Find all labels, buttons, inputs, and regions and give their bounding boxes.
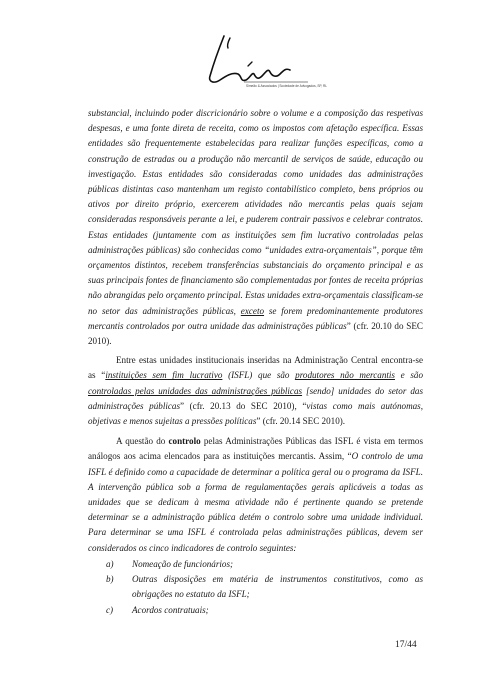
p2-text-d: [sendo] unidades do setor das administrações públicas xyxy=(88,385,423,411)
logo-subtitle: Simeão & Associados | Sociedade de Advogados, SP, RL xyxy=(246,84,328,88)
p3-text-b: pelas Administrações Públicas das ISFL é vista em termos análogos aos acima elencados para as instituições mercantis. Assim, “ xyxy=(88,436,423,462)
page-number: 17/44 xyxy=(395,640,417,650)
list-letter: b) xyxy=(106,574,114,585)
p1-underlined-exceto: exceto xyxy=(240,305,265,316)
p2-text-a: Entre estas unidades institucionais inseridas na Administração Central encontra-se as “ xyxy=(88,355,423,381)
p2-citation-a: ” (cfr. 20.13 do SEC 2010), “ xyxy=(180,400,307,411)
p1-citation: ” (cfr. 20.10 do SEC 2010). xyxy=(88,320,423,347)
list-letter: c) xyxy=(106,604,114,615)
paragraph-3 xyxy=(88,434,423,556)
p2-produtores-term: produtores não mercantis xyxy=(295,370,395,381)
list-item xyxy=(106,603,423,618)
p2-text-b: (ISFL) que são xyxy=(222,370,296,381)
document-body xyxy=(88,106,423,618)
p1-text-a: substancial, incluindo poder discricionário sobre o volume e a composição das respetivas despesas, e uma fonte direta de receita, como os impostos com afetação específica. Essas entidades são frequentemente estabelecidas para realizar funções específicas, como a construção de estradas ou a produção não mercantil de serviços de saúde, educação ou investigação. Estas entidades são consideradas como unidades das administrações públicas distintas caso mantenham um registo contabilístico completo, bens próprios ou ativos por direito próprio, exercerem atividades não mercantis pelas quais sejam consideradas responsáveis perante a lei, e puderem contrair passivos e celebrar contratos. Estas entidades (juntamente com as instituições sem fim lucrativo controladas pelas administrações públicas) são conhecidas como “unidades extra-orçamentais”, porque têm orçamentos distintos, recebem transferências substanciais do orçamento principal e as suas principais fontes de financiamento são complementadas por fontes de receita próprias não abrangidas pelo orçamento principal. Estas unidades extra-orçamentais classificam-se no setor das administrações públicas, xyxy=(88,108,423,316)
p2-controladas-term: controladas pelas unidades das administrações públicas xyxy=(88,385,303,396)
list-text: Nomeação de funcionários; xyxy=(132,558,234,569)
paragraph-2 xyxy=(88,353,423,429)
p2-text-e: vistas como mais autónomas, objetivas e menos sujeitas a pressões políticas xyxy=(88,400,423,427)
list-letter: a) xyxy=(106,558,114,569)
p2-isfl-term: instituições sem fim lucrativo xyxy=(105,370,223,381)
control-indicators-list xyxy=(106,557,423,618)
p2-citation-b: ” (cfr. 20.14 SEC 2010). xyxy=(256,416,346,427)
p3-text-a: A questão do xyxy=(116,436,169,447)
list-text: Outras disposições em matéria de instrumentos constitutivos, como as obrigações no estatuto da ISFL; xyxy=(132,574,423,600)
p1-text-b: se forem predominantemente produtores mercantis controlados por outra unidade das administrações públicas xyxy=(88,305,423,331)
list-text: Acordos contratuais; xyxy=(132,604,209,615)
paragraph-1 xyxy=(88,106,423,349)
p2-text-c: e são xyxy=(394,370,424,381)
p3-quote: O controlo de uma ISFL é definido como a capacidade de determinar a política geral ou o programa da ISFL. A intervenção pública sob a forma de regulamentações gerais aplicáveis a todas as unidades que se dedicam à mesma atividade não é pertinente quando se pretende determinar se a administração pública detém o controlo sobre uma unidade individual. Para determinar se uma ISFL é controlada pelas administrações públicas, devem ser considerados os cinco indicadores de controlo seguintes: xyxy=(88,451,423,553)
p3-bold-controlo: controlo xyxy=(168,436,201,447)
list-item xyxy=(106,557,423,572)
list-item xyxy=(106,572,423,602)
